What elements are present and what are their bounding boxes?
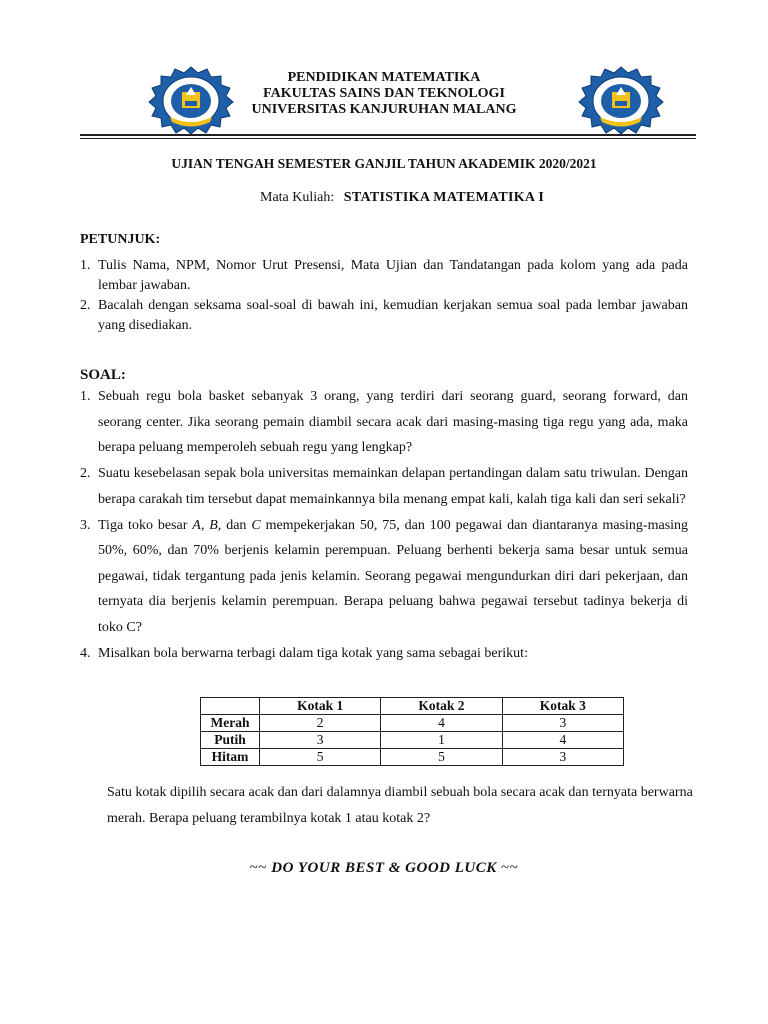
tilde-left: ~~	[249, 860, 267, 876]
instructions-heading: PETUNJUK:	[80, 232, 161, 247]
university-name: UNIVERSITAS KANJURUHAN MALANG	[251, 102, 517, 117]
table-cell: 3	[260, 732, 381, 749]
question-number: 4.	[80, 645, 91, 661]
closing-message	[0, 860, 768, 877]
question-text	[98, 518, 688, 635]
variable-b: B,	[209, 517, 222, 533]
question-text-part: Tiga toko besar	[98, 517, 193, 533]
variable-a: A,	[192, 517, 205, 533]
university-seal-icon	[576, 65, 666, 135]
institution-header	[200, 70, 568, 118]
variable-c: C	[251, 517, 261, 533]
questions-heading: SOAL:	[80, 367, 126, 383]
question-item	[80, 513, 688, 641]
table-cell: 3	[502, 715, 623, 732]
table-cell: 4	[502, 732, 623, 749]
list-item	[80, 296, 688, 336]
course-name: STATISTIKA MATEMATIKA I	[343, 190, 545, 205]
tilde-right: ~~	[501, 860, 519, 876]
exam-title: UJIAN TENGAH SEMESTER GANJIL TAHUN AKADEMIK 2020/2021	[171, 156, 597, 171]
table-cell: 2	[260, 715, 381, 732]
header-divider	[80, 134, 696, 136]
row-label: Merah	[201, 715, 260, 732]
table-row	[201, 715, 624, 732]
row-label: Putih	[201, 732, 260, 749]
table-cell: 5	[260, 749, 381, 766]
question-number: 1.	[80, 389, 91, 404]
question-text-part: mempekerjakan 50, 75, dan 100 pegawai dan diantaranya masing-masing 50%, 60%, dan 70% berjenis kelamin perempuan. Peluang berhenti bekerja sama besar untuk semua pegawai, tidak tergantung pada jenis kelamin. Seorang pegawai mengundurkan diri dari pekerjaan, dan ternyata dia berjenis kelamin perempuan. Berapa peluang bahwa pegawai tersebut tadinya bekerja di toko C?	[98, 517, 689, 635]
row-label: Hitam	[201, 749, 260, 766]
table-cell: 4	[381, 715, 502, 732]
question-4-followup: Satu kotak dipilih secara acak dan dari dalamnya diambil sebuah bola secara acak dan ternyata berwarna merah. Berapa peluang terambilnya kotak 1 atau kotak 2?	[107, 785, 693, 826]
table-cell: 3	[502, 749, 623, 766]
list-item	[80, 256, 688, 296]
closing-text: DO YOUR BEST & GOOD LUCK	[271, 860, 497, 876]
column-header: Kotak 3	[502, 698, 623, 715]
question-item	[80, 641, 688, 667]
question-item	[80, 461, 688, 512]
question-text-part: dan	[221, 517, 252, 533]
item-number: 2.	[80, 298, 91, 313]
item-text: Bacalah dengan seksama soal-soal di bawah ini, kemudian kerjakan semua soal pada lembar jawaban yang disediakan.	[98, 298, 688, 333]
item-number: 1.	[80, 258, 91, 273]
table-cell: 5	[381, 749, 502, 766]
faculty-name: FAKULTAS SAINS DAN TEKNOLOGI	[263, 86, 505, 101]
question-item	[80, 384, 688, 461]
question-text: Misalkan bola berwarna terbagi dalam tiga kotak yang sama sebagai berikut:	[98, 645, 528, 661]
instructions-list	[80, 256, 688, 336]
questions-list	[80, 384, 688, 667]
ball-distribution-table	[200, 697, 624, 766]
department-name: PENDIDIKAN MATEMATIKA	[287, 70, 481, 85]
question-number: 3.	[80, 517, 91, 533]
question-text: Suatu kesebelasan sepak bola universitas memainkan delapan pertandingan dalam satu triwulan. Dengan berapa carakah tim tersebut dapat memainkannya bila menang empat kali, kalah tiga kali dan seri sekali?	[98, 466, 688, 507]
item-text: Tulis Nama, NPM, Nomor Urut Presensi, Mata Ujian dan Tandatangan pada kolom yang ada pada lembar jawaban.	[98, 258, 688, 293]
question-text: Sebuah regu bola basket sebanyak 3 orang, yang terdiri dari seorang guard, seorang forward, dan seorang center. Jika seorang pemain diambil secara acak dari masing-masing tiga regu yang ada, maka berapa peluang memperoleh sebuah regu yang lengkap?	[98, 389, 688, 455]
course-line	[260, 190, 544, 206]
table-cell: 1	[381, 732, 502, 749]
header-divider-thin	[80, 138, 696, 139]
column-header: Kotak 1	[260, 698, 381, 715]
table-corner	[201, 698, 260, 715]
question-number: 2.	[80, 466, 91, 481]
university-logo-right	[576, 65, 666, 135]
table-header-row	[201, 698, 624, 715]
course-label: Mata Kuliah:	[260, 190, 335, 205]
table-row	[201, 732, 624, 749]
column-header: Kotak 2	[381, 698, 502, 715]
table-row	[201, 749, 624, 766]
